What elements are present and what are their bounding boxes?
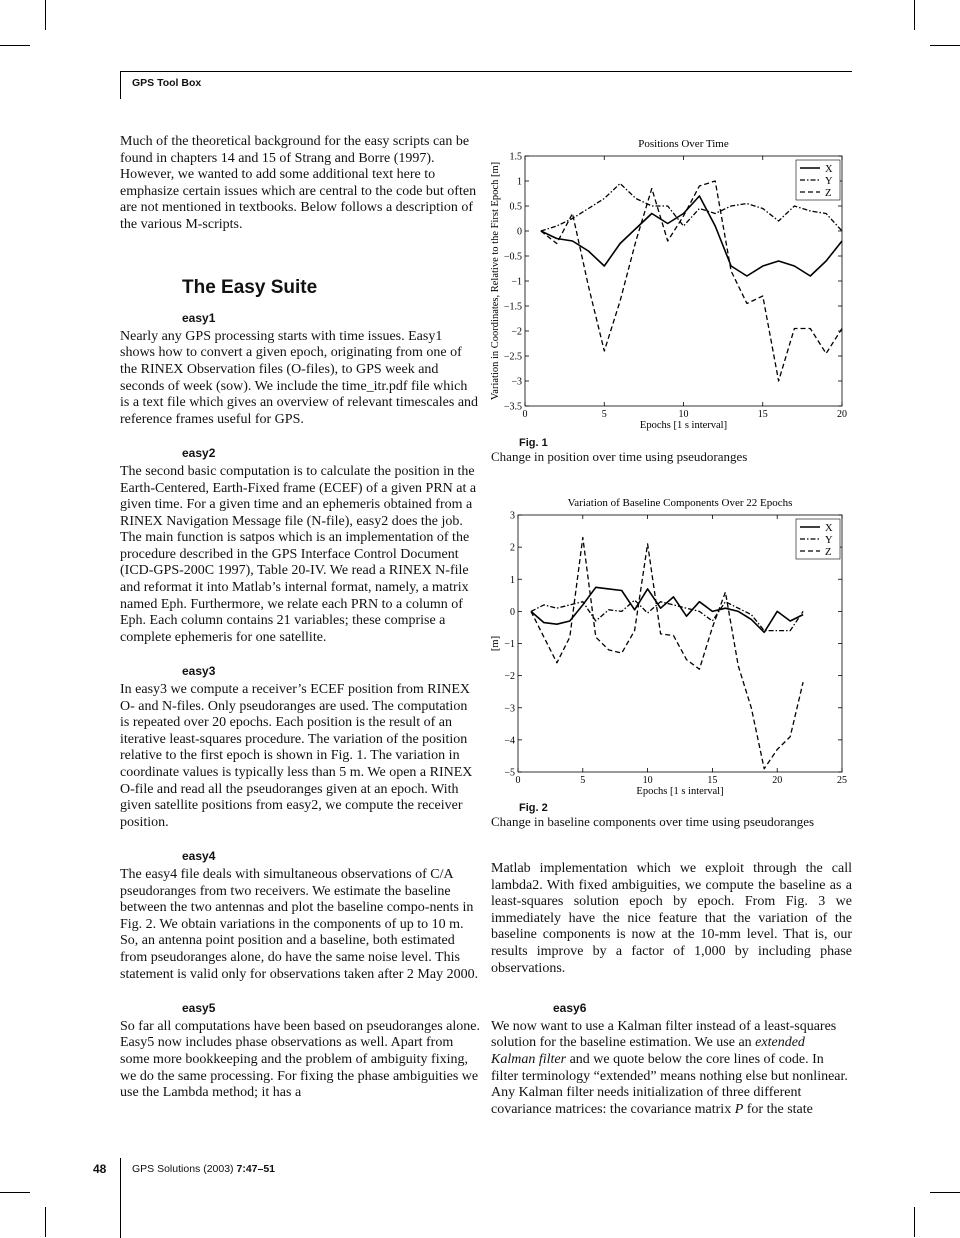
y-axis-label: Variation in Coordinates, Relative to the First Epoch [m] xyxy=(490,161,501,401)
y-tick-label: −3 xyxy=(504,703,515,715)
x-tick-label: 20 xyxy=(837,409,847,420)
easy6-text-a: We now want to use a Kalman filter instead of a least-squares solution for the baseline estimation. We use an xyxy=(491,1018,837,1051)
legend-label-y: Y xyxy=(825,176,833,187)
y-tick-label: 2 xyxy=(510,542,515,554)
figure-2-caption: Change in baseline components over time using pseudoranges xyxy=(491,814,815,829)
series-line-z xyxy=(531,538,803,769)
crop-mark xyxy=(0,1192,30,1193)
page-number: 48 xyxy=(93,1162,107,1176)
intro-paragraph: Much of the theoretical background for the easy scripts can be found in chapters 14 and 15 of Strang and Borre (1997). However, we wanted to add some additional text here to emphasize certain issues which are central to the code but often are not mentioned in textbooks. Below follows a description of the various M-scripts. xyxy=(120,134,477,232)
easy1-heading: easy1 xyxy=(182,311,216,326)
x-tick-label: 0 xyxy=(515,775,521,786)
header-rule xyxy=(120,71,852,72)
easy6-paragraph-1 xyxy=(491,1019,852,1085)
easy3-paragraph: In easy3 we compute a receiver’s ECEF position from RINEX O- and N-files. Only pseudoranges are used. The computation is repeated over 20 epochs. Each position is the result of an iterative least-squares procedure. The variation of the position relative to the first epoch is shown in Fig. 1. The variation in coordinate values is typically less than 5 m. We open a RINEX O-file and read all the pseudoranges given at an epoch. With given satellite positions from easy2, we compute the receiver position. xyxy=(120,682,473,830)
figure-1-label: Fig. 1 xyxy=(519,437,548,449)
footer-journal xyxy=(132,1163,275,1175)
continued-paragraph: Matlab implementation which we exploit through the call lambda2. With fixed ambiguities, we compute the baseline as a least-squares solution epoch by epoch. From Fig. 3 we immediately have the nice feature that the variation of the baseline components is now at the 10-mm level. That is, our results improve by a factor of 1,000 by including phase observations. xyxy=(491,861,852,976)
legend-label-z: Z xyxy=(825,547,832,558)
y-tick-label: 1 xyxy=(510,574,515,586)
easy5-heading: easy5 xyxy=(182,1001,216,1016)
x-axis-label: Epochs [1 s interval] xyxy=(639,420,728,431)
figure-2-label: Fig. 2 xyxy=(519,802,548,814)
journal-volume: 7:47–51 xyxy=(236,1163,276,1175)
y-tick-label: −2 xyxy=(504,671,515,683)
section-title: The Easy Suite xyxy=(182,276,318,298)
y-tick-label: −1 xyxy=(511,276,522,288)
y-tick-label: 0.5 xyxy=(509,201,522,213)
x-tick-label: 25 xyxy=(837,775,847,786)
easy6-paragraph-2 xyxy=(491,1085,852,1118)
y-tick-label: −3 xyxy=(511,376,522,388)
easy6-text-b: and we quote below the core lines of code. In filter terminology “extended” means nothing else but nonlinear. xyxy=(491,1051,848,1084)
easy6-heading: easy6 xyxy=(553,1001,587,1016)
y-tick-label: −0.5 xyxy=(503,251,522,263)
easy4-heading: easy4 xyxy=(182,849,216,864)
easy5-paragraph: So far all computations have been based on pseudoranges alone. Easy5 now includes phase observations as well. Apart from some more bookkeeping and the problem of ambiguity fixing, we do the same processing. For fixing the phase ambiguities we use the Lambda method; it has a xyxy=(120,1018,481,1101)
y-tick-label: 0 xyxy=(510,606,515,618)
plot-frame xyxy=(525,156,842,406)
journal-name: GPS Solutions (2003) xyxy=(132,1163,237,1175)
y-tick-label: 1.5 xyxy=(509,151,522,163)
x-tick-label: 15 xyxy=(757,409,768,420)
x-tick-label: 10 xyxy=(678,409,689,420)
footer-rule-vertical xyxy=(120,1158,121,1238)
crop-mark xyxy=(914,1207,915,1237)
x-tick-label: 10 xyxy=(642,775,653,786)
figure-1-chart xyxy=(488,134,852,434)
figure-1-caption-block xyxy=(491,437,851,465)
y-tick-label: −2 xyxy=(511,326,522,338)
crop-mark xyxy=(45,0,46,30)
y-tick-label: 1 xyxy=(517,176,522,188)
y-axis-label: [m] xyxy=(490,635,501,652)
x-tick-label: 5 xyxy=(580,775,586,786)
y-tick-label: −3.5 xyxy=(503,401,522,413)
legend-label-x: X xyxy=(825,523,833,534)
crop-mark xyxy=(930,1192,960,1193)
y-tick-label: −4 xyxy=(504,735,515,747)
easy6-emphasis: extended Kalman filter xyxy=(491,1035,805,1067)
legend-label-y: Y xyxy=(825,535,833,546)
x-axis-label: Epochs [1 s interval] xyxy=(636,786,724,797)
easy6-text-d: for the state xyxy=(743,1101,813,1117)
easy1-paragraph: Nearly any GPS processing starts with time issues. Easy1 shows how to convert a given epoch, originating from one of the RINEX Observation files (O-files), to GPS week and seconds of week (sow). We include the time_itr.pdf file which is a text file which gives an overview of relevant timescales and reference frames useful for GPS. xyxy=(120,328,479,427)
easy6-text-c: Any Kalman filter needs initialization of three different covariance matrices: the covariance matrix xyxy=(491,1085,802,1117)
y-tick-label: 3 xyxy=(510,510,515,522)
figure-2-chart xyxy=(488,492,852,800)
figure-1-caption: Change in position over time using pseudoranges xyxy=(491,449,748,464)
easy4-paragraph: The easy4 file deals with simultaneous observations of C/A pseudoranges from two receivers. We estimate the baseline between the two antennas and plot the baseline compo-nents in Fig. 2. We obtain variations in the components of up to 10 m. So, an antenna point position and a baseline, both estimated from pseudoranges alone, do have the same noise level. This statement is valid only for observations taken after 2 May 2000. xyxy=(120,866,479,982)
plot-frame xyxy=(518,515,842,772)
crop-mark xyxy=(914,0,915,30)
y-tick-label: −1.5 xyxy=(503,301,522,313)
header-rule-vertical xyxy=(120,71,121,99)
x-tick-label: 20 xyxy=(772,775,783,786)
right-column xyxy=(491,861,852,1118)
x-tick-label: 15 xyxy=(707,775,718,786)
y-tick-label: 0 xyxy=(517,226,522,238)
running-head: GPS Tool Box xyxy=(132,77,202,89)
figure-2-caption-block xyxy=(491,802,851,830)
legend-label-x: X xyxy=(825,164,833,175)
crop-mark xyxy=(0,45,30,46)
easy2-heading: easy2 xyxy=(182,446,216,461)
series-line-z xyxy=(541,181,842,381)
easy2-paragraph: The second basic computation is to calculate the position in the Earth-Centered, Earth-Fixed frame (ECEF) of a given PRN at a given time. For a given time and an ephemeris obtained from a RINEX Navigation Message file (N-file), easy2 does the job. The main function is satpos which is an implementation of the procedure described in the GPS Interface Control Document (ICD-GPS-200C 1997), Table 20-IV. We read a RINEX N-file and reformat it into Matlab’s internal format, namely, a matrix named Eph. Furthermore, we relate each PRN to a column of Eph. Each column contains 21 variables; these comprise a complete ephemeris for one satellite. xyxy=(120,463,477,645)
y-tick-label: −2.5 xyxy=(503,351,522,363)
crop-mark xyxy=(930,45,960,46)
left-column xyxy=(120,134,480,1102)
crop-mark xyxy=(45,1207,46,1237)
x-tick-label: 5 xyxy=(601,409,607,420)
legend-label-z: Z xyxy=(825,188,832,199)
y-tick-label: −1 xyxy=(504,639,515,650)
y-tick-label: −5 xyxy=(504,767,515,779)
easy6-emphasis-p: P xyxy=(734,1101,744,1117)
x-tick-label: 0 xyxy=(522,409,528,420)
chart-title: Positions Over Time xyxy=(638,138,729,150)
series-line-x xyxy=(541,196,842,276)
chart-title: Variation of Baseline Components Over 22 Epochs xyxy=(567,497,793,509)
easy3-heading: easy3 xyxy=(182,664,216,679)
